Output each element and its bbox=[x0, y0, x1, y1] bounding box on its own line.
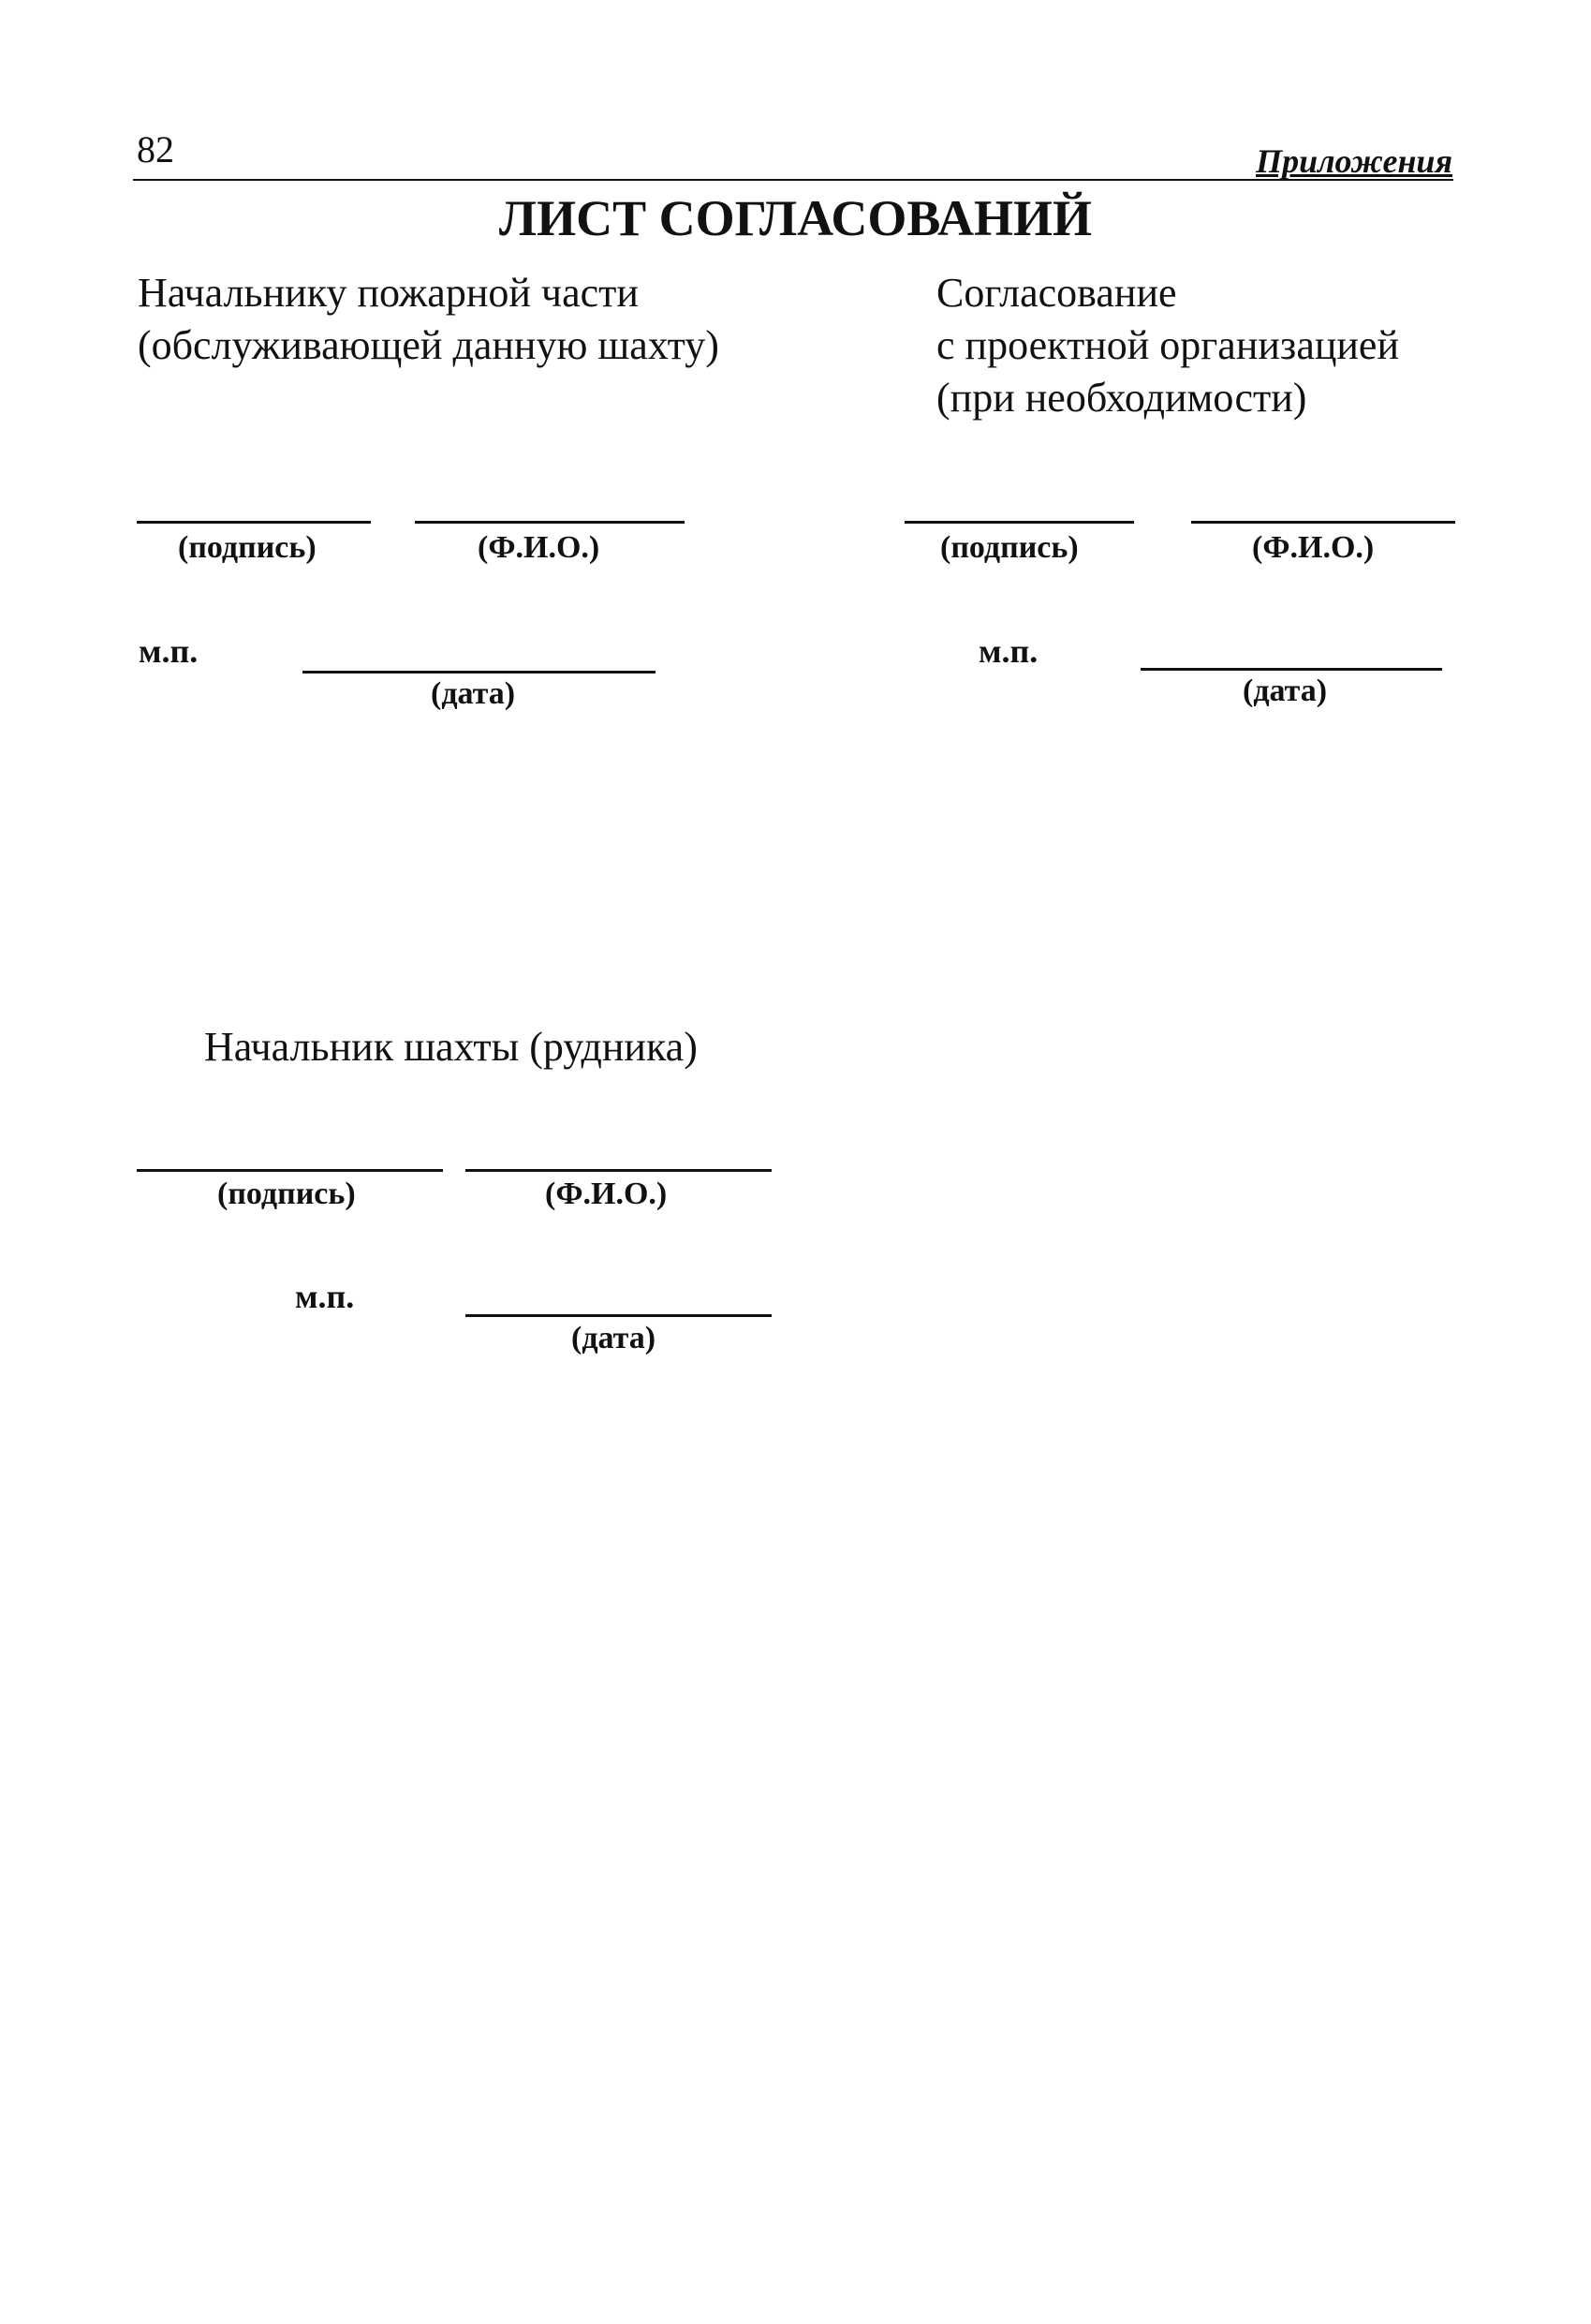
bottom-signature-caption: (подпись) bbox=[217, 1177, 356, 1211]
right-name-line bbox=[1191, 521, 1455, 524]
right-name-caption: (Ф.И.О.) bbox=[1252, 530, 1375, 565]
bottom-heading: Начальник шахты (рудника) bbox=[204, 1024, 698, 1070]
left-heading-line-2: (обслуживающей данную шахту) bbox=[138, 322, 719, 368]
left-name-caption: (Ф.И.О.) bbox=[478, 530, 600, 565]
right-date-line bbox=[1141, 668, 1442, 671]
bottom-name-caption: (Ф.И.О.) bbox=[545, 1177, 668, 1211]
page-number: 82 bbox=[137, 128, 174, 170]
left-stamp-label: м.п. bbox=[139, 632, 199, 670]
right-heading-line-1: Согласование bbox=[936, 270, 1177, 316]
right-signature-caption: (подпись) bbox=[940, 530, 1079, 565]
left-date-caption: (дата) bbox=[431, 676, 516, 711]
right-date-caption: (дата) bbox=[1243, 674, 1328, 708]
right-heading-line-3: (при необходимости) bbox=[936, 375, 1307, 421]
left-name-line bbox=[415, 521, 685, 524]
bottom-date-caption: (дата) bbox=[571, 1321, 656, 1355]
running-head: Приложения bbox=[1256, 142, 1452, 180]
right-stamp-label: м.п. bbox=[979, 632, 1039, 670]
bottom-stamp-label: м.п. bbox=[295, 1278, 355, 1315]
right-signature-line bbox=[905, 521, 1134, 524]
left-date-line bbox=[302, 671, 656, 674]
header-rule bbox=[133, 179, 1453, 181]
left-signature-caption: (подпись) bbox=[178, 530, 317, 565]
page-title: ЛИСТ СОГЛАСОВАНИЙ bbox=[498, 190, 1093, 246]
bottom-date-line bbox=[465, 1314, 772, 1317]
bottom-name-line bbox=[465, 1169, 772, 1172]
right-heading-line-2: с проектной организацией bbox=[936, 322, 1400, 368]
left-signature-line bbox=[137, 521, 371, 524]
bottom-signature-line bbox=[137, 1169, 443, 1172]
left-heading-line-1: Начальнику пожарной части bbox=[138, 270, 639, 316]
